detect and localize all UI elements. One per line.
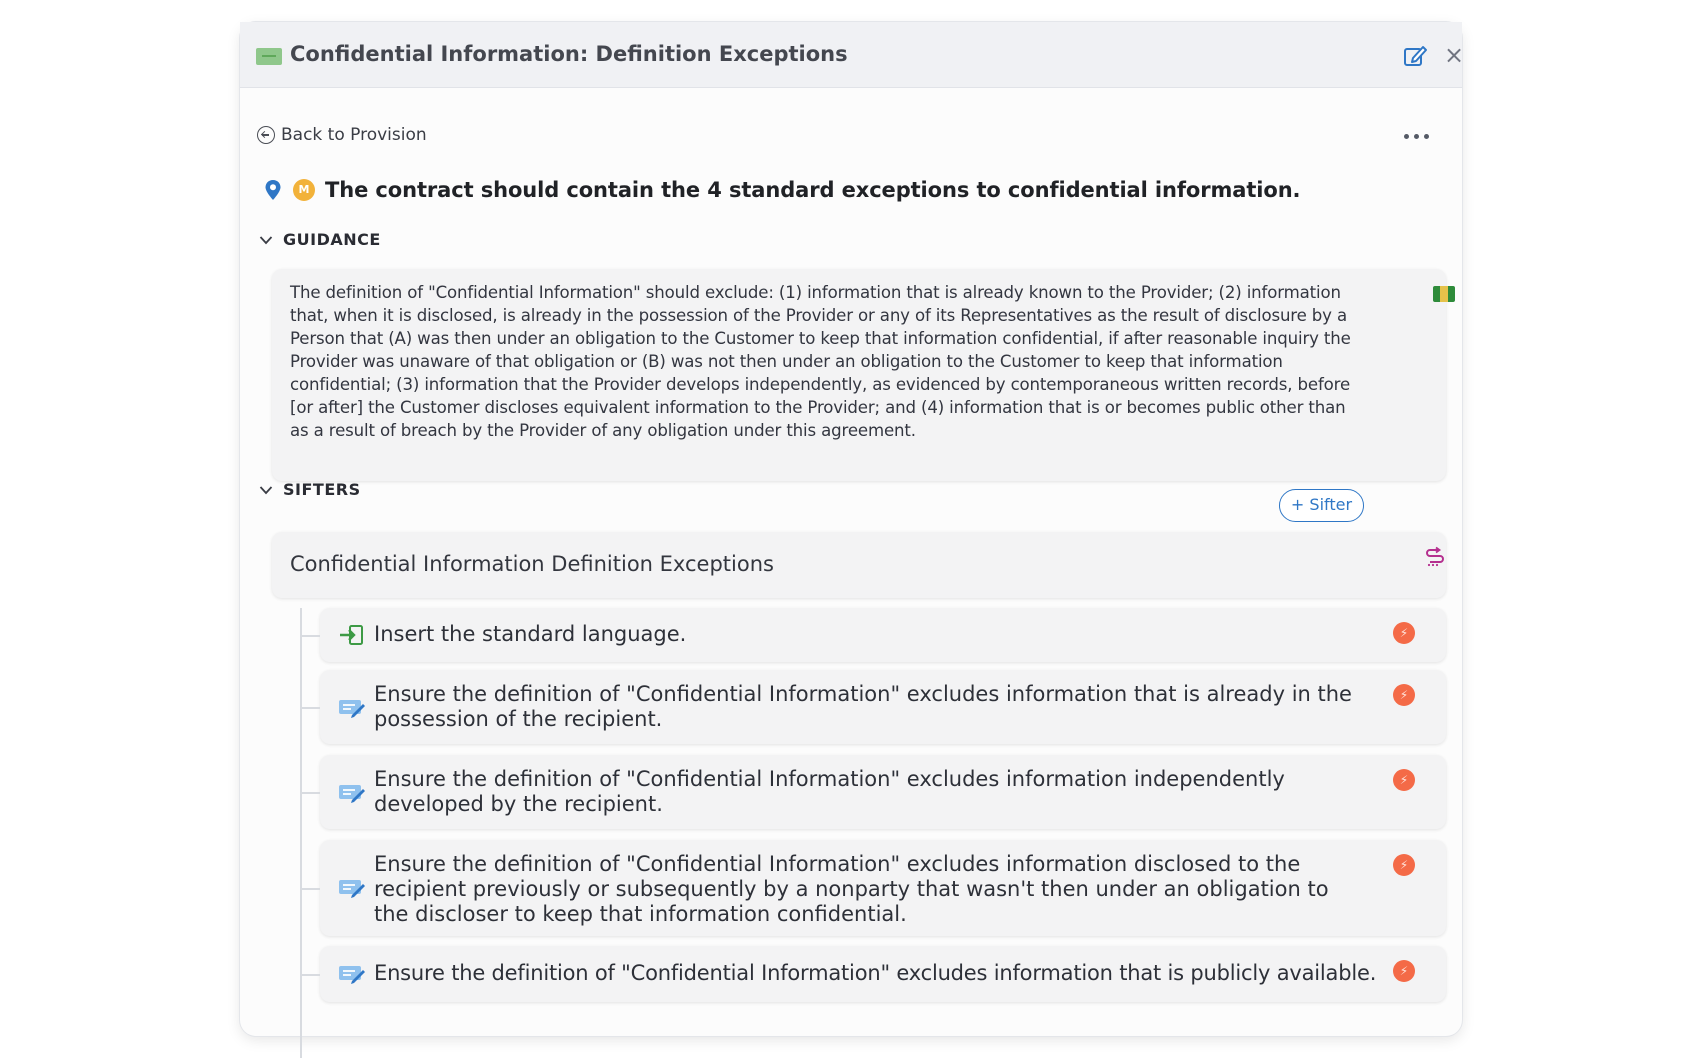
panel-header <box>240 22 1465 88</box>
requirement-row <box>264 178 1300 202</box>
location-pin-icon <box>264 179 282 201</box>
sifter-item-text: Ensure the definition of "Confidential Information" excludes information independently developed by the recipient. <box>374 767 1285 816</box>
guidance-text: The definition of "Confidential Information" should exclude: (1) information that is already known to the Provider; (2) information that, when it is disclosed, is already in the possession of the Provider or any of its Representatives as the result of disclosure by a Person that (A) was then under an obligation to the Customer to keep that information confidential, if after reasonable inquiry the Provider was unaware of that obligation or (B) was not then under an obligation to the Customer to keep that information confidential; (3) information that the Provider develops independently, as evidenced by contemporaneous written records, before [or after] the Customer discloses equivalent information to the Provider; and (4) information that is or becomes public other than as a result of breach by the Provider of any obligation under this agreement. <box>290 283 1351 440</box>
bolt-icon[interactable]: ⚡ <box>1393 854 1415 876</box>
sifter-item[interactable] <box>320 670 1446 744</box>
chevron-down-icon <box>259 485 273 495</box>
sifter-item-text: Ensure the definition of "Confidential Information" excludes information that is already in the possession of the recipient. <box>374 682 1352 731</box>
close-icon[interactable]: × <box>1444 41 1465 69</box>
bolt-icon[interactable]: ⚡ <box>1393 684 1415 706</box>
edit-note-icon <box>338 963 366 985</box>
sifter-item-text: Ensure the definition of "Confidential Information" excludes information that is publicly available. <box>374 961 1377 985</box>
edit-icon[interactable] <box>1402 43 1428 69</box>
guidance-toggle[interactable] <box>259 230 381 249</box>
back-to-provision-link[interactable] <box>257 125 427 145</box>
sifter-item[interactable] <box>320 840 1446 936</box>
green-flag-icon <box>256 48 282 65</box>
bolt-icon[interactable]: ⚡ <box>1393 769 1415 791</box>
provision-panel <box>240 22 1465 1036</box>
sifter-item[interactable] <box>320 755 1446 829</box>
sifter-icon[interactable] <box>1424 546 1446 568</box>
priority-badge: M <box>293 179 315 201</box>
sifters-toggle[interactable] <box>259 480 361 499</box>
more-options-icon[interactable] <box>1404 134 1429 139</box>
chevron-down-icon <box>259 235 273 245</box>
edit-note-icon <box>338 782 366 804</box>
jurisdiction-flag-icon[interactable] <box>1433 286 1455 302</box>
sifter-item-text: Insert the standard language. <box>374 622 687 646</box>
bolt-icon[interactable]: ⚡ <box>1393 622 1415 644</box>
add-sifter-button[interactable]: + Sifter <box>1279 489 1364 522</box>
guidance-card <box>272 269 1446 481</box>
guidance-heading: GUIDANCE <box>283 230 381 249</box>
edit-note-icon <box>338 877 366 899</box>
sifter-title: Confidential Information Definition Exceptions <box>290 552 774 576</box>
sifter-item[interactable] <box>320 946 1446 1002</box>
tree-connector <box>300 608 302 1058</box>
bolt-icon[interactable]: ⚡ <box>1393 960 1415 982</box>
requirement-text: The contract should contain the 4 standard exceptions to confidential information. <box>325 178 1301 202</box>
edit-note-icon <box>338 697 366 719</box>
panel-title: Confidential Information: Definition Exceptions <box>290 42 848 66</box>
sifter-item-text: Ensure the definition of "Confidential Information" excludes information disclosed to the recipient previously or subsequently by a nonparty that wasn't then under an obligation to the discloser to keep that information confidential. <box>374 852 1329 926</box>
back-arrow-icon <box>257 126 275 144</box>
sifters-heading: SIFTERS <box>283 480 361 499</box>
insert-icon <box>338 624 366 646</box>
back-label: Back to Provision <box>281 125 427 145</box>
sifter-card[interactable] <box>272 532 1446 598</box>
sifter-item[interactable] <box>320 608 1446 662</box>
